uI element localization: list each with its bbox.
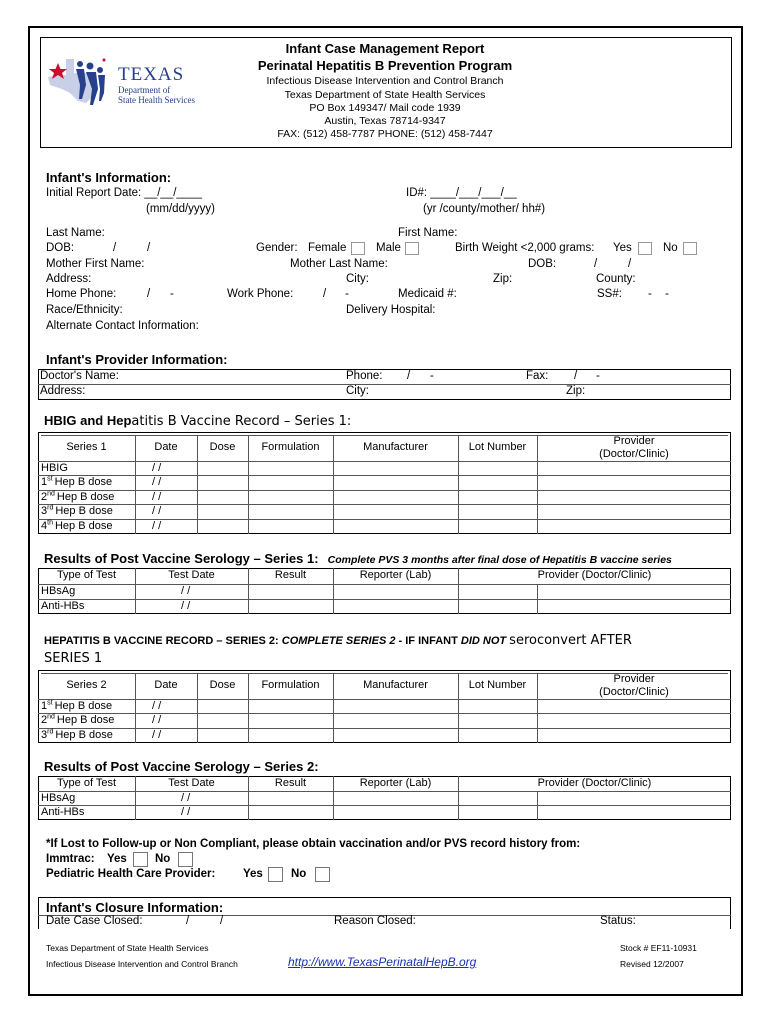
series1-row-line	[38, 475, 731, 476]
series2-row-label	[41, 714, 114, 726]
series1-row-sup: nd	[47, 490, 55, 498]
series2-row-label	[41, 700, 112, 712]
series1-row-ordinal: 2	[41, 491, 48, 503]
peds-provider-label: Pediatric Health Care Provider:	[46, 868, 216, 880]
series1-row-name: HBIG	[41, 462, 68, 474]
home-phone-label[interactable]: Home Phone:	[46, 288, 117, 300]
series1-row-label	[41, 520, 112, 532]
pvs1-col-header: Result	[274, 569, 307, 581]
provider-city[interactable]: City:	[346, 385, 369, 397]
header-line2: Texas Department of State Health Services	[284, 89, 486, 101]
reason-closed[interactable]: Reason Closed:	[334, 915, 416, 927]
mother-dob-slash-2: /	[628, 258, 632, 270]
delivery-hospital-label[interactable]: Delivery Hospital:	[346, 304, 436, 316]
series1-row-line	[38, 490, 731, 491]
series1-row-date[interactable]: / /	[152, 505, 162, 517]
home-phone-slash: /	[147, 288, 151, 300]
series2-row-ordinal: 3	[41, 729, 48, 741]
peds-yes-label: Yes	[243, 868, 263, 880]
birth-weight-yes-checkbox[interactable]	[638, 242, 652, 255]
series2-row-ordinal: 2	[41, 714, 48, 726]
program-title: Perinatal Hepatitis B Prevention Program	[257, 58, 513, 73]
series1-row-sup: rd	[47, 504, 54, 512]
pvs1-row-line	[38, 599, 731, 600]
series1-row-name: Hep B dose	[54, 476, 113, 488]
series1-row-sup: st	[47, 475, 53, 483]
date-case-closed[interactable]: Date Case Closed:	[46, 915, 143, 927]
pvs1-col-header: Reporter (Lab)	[359, 569, 432, 581]
first-name-label[interactable]: First Name:	[398, 227, 458, 239]
series1-row-name: Hep B dose	[55, 505, 113, 517]
series1-row-label	[41, 491, 114, 503]
series2-row-line	[38, 713, 731, 714]
pvs2-row-label: Anti-HBs	[41, 806, 85, 818]
pvs1-row-label: Anti-HBs	[41, 600, 85, 612]
medicaid-label[interactable]: Medicaid #:	[398, 288, 457, 300]
pvs1-header-line	[38, 584, 731, 585]
series2-row-name: Hep B dose	[54, 700, 113, 712]
header-line5: FAX: (512) 458-7787 PHONE: (512) 458-7447	[277, 128, 493, 140]
mother-first-name[interactable]: Mother First Name:	[46, 258, 145, 270]
pvs2-col-header: Test Date	[168, 777, 215, 789]
series2-row-name: Hep B dose	[55, 729, 113, 741]
series2-col-header: Formulation	[261, 678, 320, 691]
series1-col-header-provider: Provider	[613, 435, 655, 447]
closed-slash-1: /	[186, 915, 190, 927]
provider-info-heading: Infant's Provider Information:	[46, 352, 228, 367]
immtrac-no-label: No	[155, 853, 171, 865]
female-checkbox[interactable]	[351, 242, 365, 255]
series1-heading-bold: HBIG and Hep	[44, 413, 132, 428]
provider-fax-slash: /	[574, 370, 578, 382]
series2-heading-a: HEPATITIS B VACCINE RECORD – SERIES 2:	[44, 635, 279, 647]
pvs2-col-header: Type of Test	[56, 777, 117, 789]
pvs1-row-label: HBsAg	[41, 585, 76, 597]
immtrac-yes-checkbox[interactable]	[133, 852, 148, 867]
series1-row-ordinal: 4	[41, 520, 48, 532]
provider-fax[interactable]: Fax:	[526, 370, 549, 382]
series1-row-ordinal: 3	[41, 505, 48, 517]
provider-phone-dash: -	[430, 370, 434, 382]
header-line4: Austin, Texas 78714-9347	[324, 115, 446, 127]
status-label[interactable]: Status:	[600, 915, 636, 927]
series2-heading	[44, 633, 632, 648]
header-line3: PO Box 149347/ Mail code 1939	[309, 102, 461, 114]
alt-contact-label[interactable]: Alternate Contact Information:	[46, 320, 199, 332]
birth-weight-yes-label: Yes	[613, 242, 632, 254]
pvs1-row-date[interactable]: / /	[181, 600, 191, 612]
series2-header-line	[38, 699, 731, 700]
series1-row-line	[38, 504, 731, 505]
provider-zip[interactable]: Zip:	[566, 385, 586, 397]
logo-sub1: Department of	[118, 85, 171, 95]
pvs2-row-line	[38, 805, 731, 806]
id-field[interactable]: ID#: ____/___/___/__	[406, 187, 517, 199]
pvs2-header-line	[38, 791, 731, 792]
provider-doctor-name[interactable]: Doctor's Name:	[40, 370, 119, 382]
series2-heading-e: seroconvert AFTER	[509, 633, 632, 648]
series1-row-name: Hep B dose	[56, 491, 115, 503]
series2-col-header-provider-sub: (Doctor/Clinic)	[599, 686, 669, 698]
logo-sub2: State Health Services	[118, 95, 195, 105]
series2-col-header: Lot Number	[468, 678, 527, 691]
initial-report-date[interactable]: Initial Report Date: __/__/____	[46, 187, 202, 199]
series2-heading-b: COMPLETE SERIES 2 -	[281, 635, 403, 647]
gender-label: Gender:	[256, 242, 298, 254]
series1-col-header: Formulation	[261, 440, 320, 453]
series2-row-ordinal: 1	[41, 700, 48, 712]
series1-col-header: Manufacturer	[363, 440, 428, 453]
report-date-format: (mm/dd/yyyy)	[146, 203, 215, 215]
pvs2-row-date[interactable]: / /	[181, 792, 191, 804]
series1-col-header: Date	[154, 440, 178, 453]
ss-dash-2: -	[665, 288, 669, 300]
series1-col-header: Series 1	[66, 440, 107, 453]
series2-row-date[interactable]: / /	[152, 729, 162, 741]
series2-row-name: Hep B dose	[56, 714, 115, 726]
pvs1-col-header: Type of Test	[56, 569, 117, 581]
pvs1-col-header: Provider (Doctor/Clinic)	[537, 569, 652, 581]
series1-heading-rest: atitis B Vaccine Record – Series 1:	[131, 414, 352, 429]
series1-row-label	[41, 505, 113, 517]
provider-address[interactable]: Address:	[40, 385, 86, 397]
series2-row-sup: rd	[47, 728, 54, 736]
series1-row-date[interactable]: / /	[152, 476, 162, 488]
pvs1-heading-row	[44, 551, 672, 566]
ss-label[interactable]: SS#:	[597, 288, 622, 300]
series1-row-sup: th	[47, 519, 53, 527]
id-format: (yr /county/mother/ hh#)	[423, 203, 546, 215]
work-phone-dash: -	[345, 288, 349, 300]
mother-last-name[interactable]: Mother Last Name:	[290, 258, 388, 270]
pvs2-col-header: Reporter (Lab)	[359, 777, 432, 789]
series2-col-header: Manufacturer	[363, 678, 428, 691]
series1-row-date[interactable]: / /	[152, 491, 162, 503]
followup-note: *If Lost to Follow-up or Non Compliant, please obtain vaccination and/or PVS record history from:	[46, 838, 581, 850]
footer-stock: Stock # EF11-10931	[620, 943, 697, 953]
header-line1: Infectious Disease Intervention and Control Branch	[266, 75, 504, 87]
series2-col-header-provider: Provider	[613, 673, 655, 685]
series1-row-label	[41, 462, 68, 474]
pvs1-row-date[interactable]: / /	[181, 585, 191, 597]
footer-left1: Texas Department of State Health Services	[46, 943, 209, 953]
series1-row-date[interactable]: / /	[152, 462, 162, 474]
pvs2-heading: Results of Post Vaccine Serology – Series 2:	[44, 759, 319, 774]
immtrac-no-checkbox[interactable]	[178, 852, 193, 867]
pvs1-note: Complete PVS 3 months after final dose of Hepatitis B vaccine series	[327, 554, 672, 566]
birth-weight-no-checkbox[interactable]	[683, 242, 697, 255]
provider-phone[interactable]: Phone:	[346, 370, 383, 382]
series2-row-date[interactable]: / /	[152, 714, 162, 726]
report-title: Infant Case Management Report	[285, 41, 485, 56]
dob-slash-2: /	[147, 242, 151, 254]
series2-row-label	[41, 729, 113, 741]
closure-heading: Infant's Closure Information:	[46, 900, 224, 915]
series2-row-sup: nd	[47, 713, 55, 721]
dob-slash-1: /	[113, 242, 117, 254]
series2-heading-c: IF INFANT	[405, 635, 458, 647]
male-checkbox[interactable]	[405, 242, 419, 255]
logo-texas-text: TEXAS	[118, 64, 185, 85]
series2-heading-f: SERIES 1	[44, 651, 103, 666]
closed-slash-2: /	[220, 915, 224, 927]
series1-col-header: Dose	[209, 440, 236, 453]
series1-col-header: Lot Number	[468, 440, 527, 453]
birth-weight-label: Birth Weight <2,000 grams:	[455, 242, 595, 254]
infant-info-heading: Infant's Information:	[46, 170, 172, 185]
work-phone-label[interactable]: Work Phone:	[227, 288, 294, 300]
male-label: Male	[376, 242, 401, 254]
immtrac-yes-label: Yes	[107, 853, 127, 865]
provider-fax-dash: -	[596, 370, 600, 382]
pvs2-row-date[interactable]: / /	[181, 806, 191, 818]
series1-header-line	[38, 461, 731, 462]
series2-col-header: Dose	[209, 678, 236, 691]
footer-revised: Revised 12/2007	[620, 959, 684, 969]
provider-phone-slash: /	[407, 370, 411, 382]
mother-dob[interactable]: DOB:	[528, 258, 557, 270]
series1-col-header-provider-sub: (Doctor/Clinic)	[599, 448, 669, 460]
immtrac-label: Immtrac:	[46, 853, 95, 865]
dob-label[interactable]: DOB:	[46, 242, 75, 254]
series1-row-line	[38, 519, 731, 520]
birth-weight-no-label: No	[663, 242, 678, 254]
home-phone-dash: -	[170, 288, 174, 300]
series2-heading-d: DID NOT	[460, 635, 507, 647]
pvs2-col-header: Provider (Doctor/Clinic)	[537, 777, 652, 789]
zip-label[interactable]: Zip:	[493, 273, 513, 285]
last-name-label[interactable]: Last Name:	[46, 227, 105, 239]
provider-box-divider	[38, 384, 731, 385]
series1-row-name: Hep B dose	[54, 520, 113, 532]
footer-left2: Infectious Disease Intervention and Control Branch	[46, 959, 238, 969]
series1-row-date[interactable]: / /	[152, 520, 162, 532]
city-label[interactable]: City:	[346, 273, 369, 285]
address-label[interactable]: Address:	[46, 273, 92, 285]
peds-no-checkbox[interactable]	[315, 867, 330, 882]
series1-heading	[44, 413, 351, 429]
ss-dash-1: -	[648, 288, 652, 300]
pvs2-row-label: HBsAg	[41, 792, 76, 804]
female-label: Female	[308, 242, 347, 254]
series1-row-ordinal: 1	[41, 476, 48, 488]
series2-col-header: Series 2	[66, 678, 107, 691]
race-label[interactable]: Race/Ethnicity:	[46, 304, 123, 316]
pvs2-col-header: Result	[274, 777, 307, 789]
work-phone-slash: /	[323, 288, 327, 300]
county-label[interactable]: County:	[596, 273, 636, 285]
series2-row-line	[38, 728, 731, 729]
footer-url-link[interactable]: http://www.TexasPerinatalHepB.org	[288, 955, 477, 969]
pvs1-heading: Results of Post Vaccine Serology – Series 1:	[44, 551, 319, 566]
peds-yes-checkbox[interactable]	[268, 867, 283, 882]
series2-col-header: Date	[154, 678, 178, 691]
series1-row-label	[41, 476, 112, 488]
series2-row-sup: st	[47, 699, 53, 707]
mother-dob-slash-1: /	[594, 258, 598, 270]
pvs1-col-header: Test Date	[168, 569, 215, 581]
peds-no-label: No	[291, 868, 307, 880]
series2-row-date[interactable]: / /	[152, 700, 162, 712]
